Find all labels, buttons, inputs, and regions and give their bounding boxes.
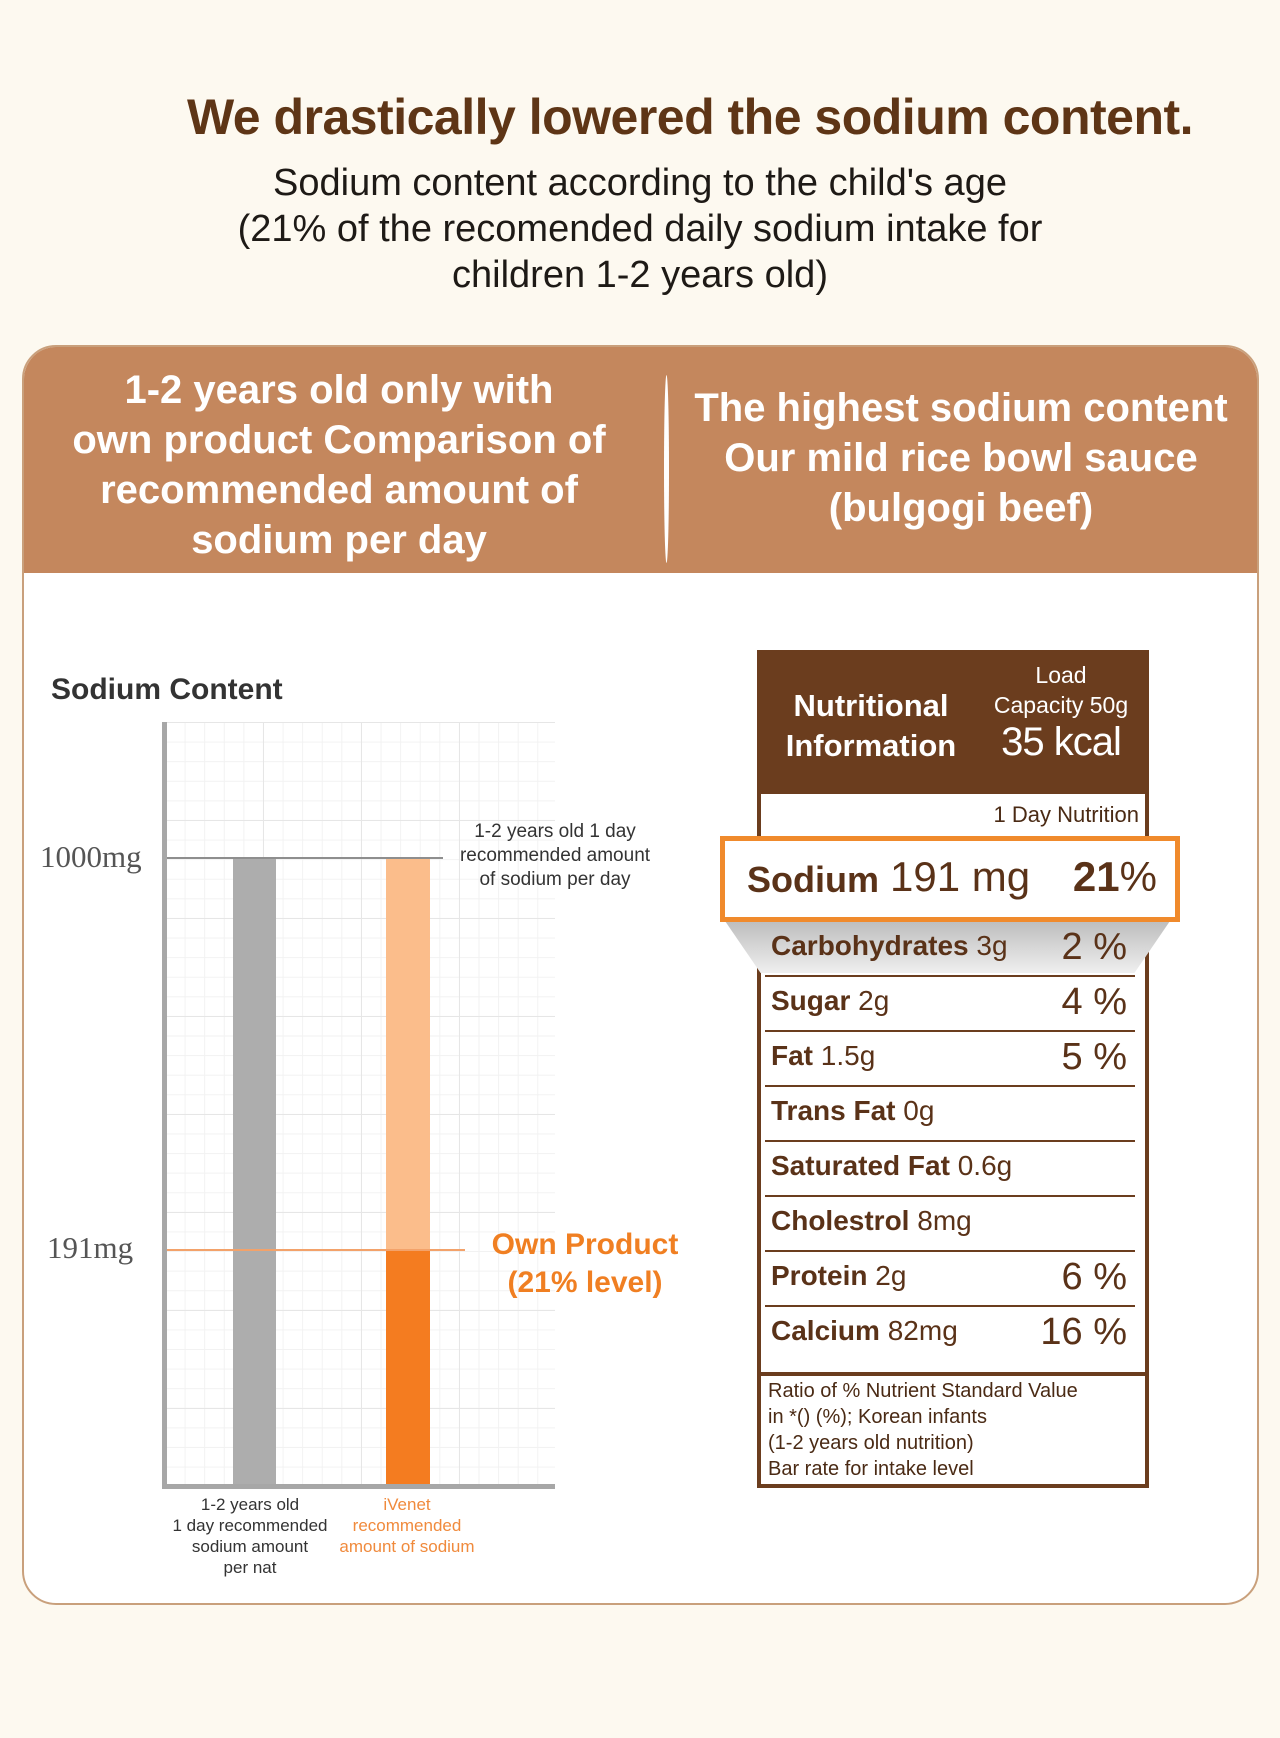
nutrient-row-carbohydrates — [765, 922, 1135, 977]
nutrient-percent: 16 % — [1040, 1311, 1127, 1353]
nutrient-row-cholestrol — [765, 1197, 1135, 1252]
left-heading — [24, 365, 654, 565]
subtitle-line-2: (21% of the recomended daily sodium intake for — [237, 208, 1043, 250]
nutrient-percent: 4 % — [1061, 981, 1127, 1023]
y-tick-1000mg: 1000mg — [40, 839, 142, 874]
nutrient-percent: 6 % — [1061, 1256, 1127, 1298]
sodium-highlight — [720, 836, 1180, 922]
left-heading-line: own product Comparison of — [72, 418, 606, 462]
footnote-line: in *() (%); Korean infants — [768, 1406, 987, 1428]
right-heading — [666, 383, 1256, 533]
sodium-percent-sign: % — [1119, 853, 1157, 900]
nutrient-value: 2g — [875, 1260, 907, 1291]
nutrient-value: 0.6g — [957, 1150, 1013, 1181]
reference-line-191mg — [165, 1249, 465, 1251]
load-line: Capacity 50g — [993, 692, 1129, 718]
sodium-percent — [1073, 853, 1157, 901]
category-line: sodium amount — [191, 1537, 309, 1556]
right-heading-line: (bulgogi beef) — [828, 486, 1094, 530]
card-header — [24, 347, 1257, 573]
nutrient-name: Calcium — [771, 1315, 880, 1346]
footnote-line: Bar rate for intake level — [768, 1458, 974, 1480]
nutrient-percent: 5 % — [1061, 1036, 1127, 1078]
nutrient-name: Carbohydrates — [771, 930, 969, 961]
left-heading-line: sodium per day — [191, 518, 487, 562]
nutrition-title — [771, 686, 971, 766]
nutrient-value: 3g — [976, 930, 1008, 961]
category-line: 1 day recommended — [172, 1516, 328, 1535]
reference-annotation — [440, 820, 670, 892]
kcal-value: 35 kcal — [1001, 720, 1121, 764]
y-axis — [162, 722, 167, 1488]
left-heading-line: recommended amount of — [100, 468, 578, 512]
sodium-amount: 191 mg — [890, 853, 1031, 900]
bar-own-product — [386, 1250, 430, 1486]
category-line: iVenet — [383, 1495, 431, 1514]
annotation-line: recommended amount — [459, 845, 651, 866]
category-line: 1-2 years old — [200, 1495, 300, 1514]
right-heading-line: The highest sodium content — [694, 386, 1228, 430]
bar-recommended-remaining — [386, 858, 430, 1250]
own-product-label — [470, 1226, 700, 1302]
nutrient-row-calcium — [765, 1307, 1135, 1362]
category-line: recommended — [352, 1516, 462, 1535]
nutrient-value: 0g — [903, 1095, 935, 1126]
category-line: amount of sodium — [339, 1537, 475, 1556]
nutrition-title-line: Information — [785, 728, 957, 763]
right-heading-line: Our mild rice bowl sauce — [724, 436, 1198, 480]
annotation-line: 1-2 years old 1 day — [474, 821, 636, 842]
nutrient-name: Trans Fat — [771, 1095, 896, 1126]
nutrient-name: Sugar — [771, 985, 851, 1016]
footnote-divider — [757, 1372, 1149, 1376]
nutrition-header — [761, 654, 1145, 794]
nutrient-value: 1.5g — [820, 1040, 876, 1071]
left-heading-line: 1-2 years old only with — [124, 368, 554, 412]
nutrient-value: 2g — [858, 985, 890, 1016]
sodium-name: Sodium — [747, 859, 879, 900]
nutrient-value: 8mg — [917, 1205, 972, 1236]
nutrient-row-trans-fat — [765, 1087, 1135, 1142]
own-label-line: (21% level) — [507, 1266, 663, 1299]
subtitle-line-1: Sodium content according to the child's age — [273, 162, 1007, 204]
nutrient-row-fat — [765, 1032, 1135, 1087]
own-label-line: Own Product — [491, 1228, 679, 1261]
load-capacity — [976, 660, 1146, 720]
category-line: per nat — [223, 1558, 277, 1577]
load-line: Load — [1035, 662, 1087, 688]
nutrient-row-sugar — [765, 977, 1135, 1032]
footnote-line: (1-2 years old nutrition) — [768, 1432, 974, 1454]
page-title: We drastically lowered the sodium content. — [186, 89, 1194, 145]
reference-line-1000mg — [165, 857, 443, 859]
nutrition-title-line: Nutritional — [793, 688, 949, 723]
x-category-recommended — [155, 1494, 345, 1578]
nutrient-value: 82mg — [887, 1315, 958, 1346]
y-tick-191mg: 191mg — [47, 1230, 134, 1265]
nutrient-name: Protein — [771, 1260, 868, 1291]
day-nutrition-label: 1 Day Nutrition — [993, 802, 1139, 827]
nutrient-name: Cholestrol — [771, 1205, 910, 1236]
x-axis — [162, 1484, 555, 1489]
nutrient-percent: 2 % — [1061, 926, 1127, 968]
nutrition-footnote — [768, 1378, 1148, 1482]
sodium-percent-number: 21 — [1072, 853, 1120, 900]
chart-title: Sodium Content — [51, 673, 283, 706]
nutrient-name: Saturated Fat — [771, 1150, 950, 1181]
x-category-own-product — [322, 1494, 492, 1557]
footnote-line: Ratio of % Nutrient Standard Value — [768, 1380, 1078, 1402]
subtitle-line-3: children 1-2 years old) — [452, 254, 828, 296]
nutrient-row-saturated-fat — [765, 1142, 1135, 1197]
bar-recommended-daily — [233, 858, 276, 1486]
nutrient-name: Fat — [771, 1040, 813, 1071]
annotation-line: of sodium per day — [479, 869, 631, 890]
nutrient-row-protein — [765, 1252, 1135, 1307]
